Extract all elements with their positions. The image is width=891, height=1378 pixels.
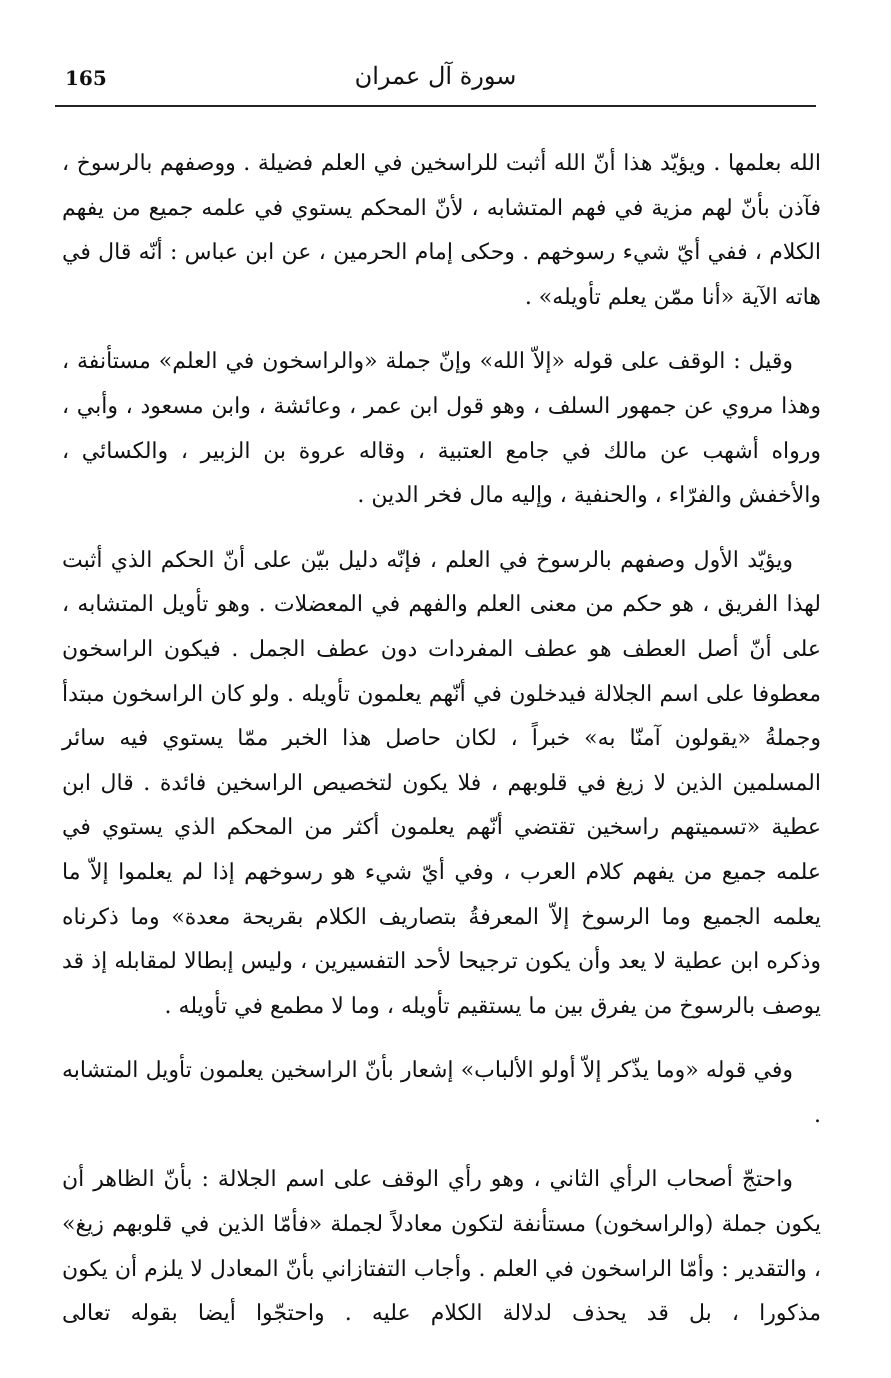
- body-text: [62, 142, 821, 1357]
- paragraph-4: وفي قوله «وما يذّكر إلاّ أولو الألباب» إشعار بأنّ الراسخين يعلمون تأويل المتشابه .: [62, 1058, 821, 1128]
- page-number: 165: [65, 66, 107, 90]
- header-rule: [55, 105, 816, 107]
- paragraph-5: واحتجّ أصحاب الرأي الثاني ، وهو رأي الوقف على اسم الجلالة : بأنّ الظاهر أن يكون جملة (والراسخون) مستأنفة لتكون معادلاً لجملة «فأمّا الذين في قلوبهم زيغ» ، والتقدير : وأمّا الراسخون في العلم . وأجاب التفتازاني بأنّ المعادل لا يلزم أن يكون مذكورا ، بل قد يحذف لدلالة الكلام عليه . واحتجّوا أيضا بقوله تعالى: [62, 1167, 821, 1327]
- page-header: [55, 62, 816, 102]
- paragraph-3: ويؤيّد الأول وصفهم بالرسوخ في العلم ، فإنّه دليل بيّن على أنّ الحكم الذي أثبت لهذا الفريق ، هو حكم من معنى العلم والفهم في المعضلات . وهو تأويل المتشابه ، على أنّ أصل العطف هو عطف المفردات دون عطف الجمل . فيكون الراسخون معطوفا على اسم الجلالة فيدخلون في أنّهم يعلمون تأويله . ولو كان الراسخون مبتدأ وجملةُ «يقولون آمنّا به» خبراً ، لكان حاصل هذا الخبر ممّا يستوي فيه سائر المسلمين الذين لا زيغ في قلوبهم ، فلا يكون لتخصيص الراسخين فائدة . قال ابن عطية «تسميتهم راسخين تقتضي أنّهم يعلمون أكثر من المحكم الذي يستوي في علمه جميع من يفهم كلام العرب ، وفي أيّ شيء هو رسوخهم إذا لم يعلموا إلاّ ما يعلمه الجميع وما الرسوخ إلاّ المعرفةُ بتصاريف الكلام بقريحة معدة» وما ذكرناه وذكره ابن عطية لا يعد وأن يكون ترجيحا لأحد التفسيرين ، وليس إبطالا لمقابله إذ قد يوصف بالرسوخ من يفرق بين ما يستقيم تأويله ، وما لا مطمع في تأويله .: [62, 547, 821, 1019]
- paragraph-2: وقيل : الوقف على قوله «إلاّ الله» وإنّ جملة «والراسخون في العلم» مستأنفة ، وهذا مروي عن جمهور السلف ، وهو قول ابن عمر ، وعائشة ، وابن مسعود ، وأبي ، ورواه أشهب عن مالك في جامع العتبية ، وقاله عروة بن الزبير ، والكسائي ، والأخفش والفرّاء ، والحنفية ، وإليه مال فخر الدين .: [62, 349, 821, 509]
- running-title: سورة آل عمران: [354, 62, 517, 90]
- paragraph-1: الله بعلمها . ويؤيّد هذا أنّ الله أثبت للراسخين في العلم فضيلة . ووصفهم بالرسوخ ، فآذن بأنّ لهم مزية في فهم المتشابه ، لأنّ المحكم يستوي في علمه جميع من يفهم الكلام ، ففي أيّ شيء رسوخهم . وحكى إمام الحرمين ، عن ابن عباس : أنّه قال في هاته الآية «أنا ممّن يعلم تأويله» .: [62, 151, 821, 310]
